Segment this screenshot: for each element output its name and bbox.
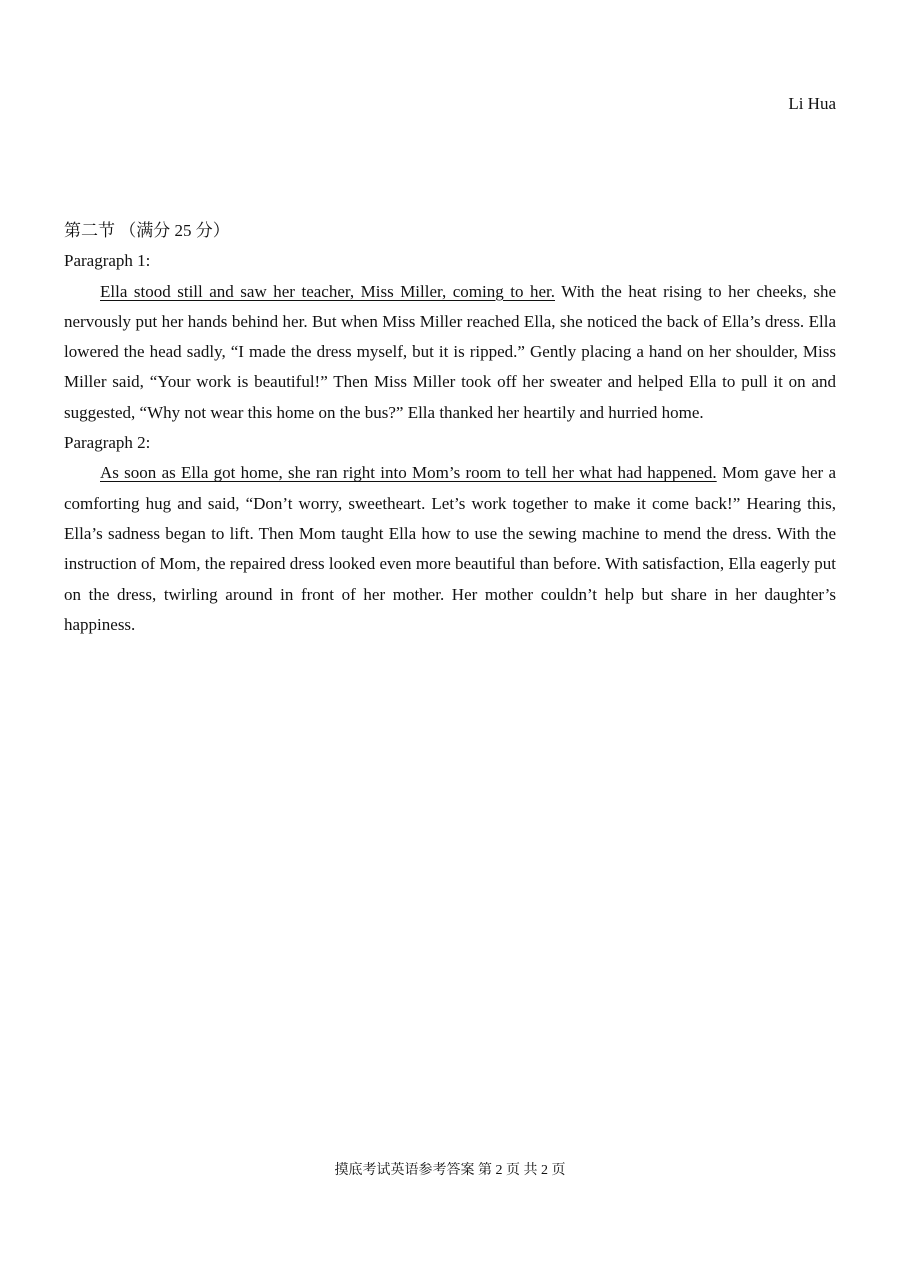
- paragraph-1-text: [64, 277, 836, 428]
- signature: Li Hua: [788, 94, 836, 113]
- section-heading: 第二节 （满分 25 分）: [64, 221, 230, 240]
- answer-content: [64, 216, 836, 640]
- paragraph-1-body: With the heat rising to her cheeks, she nervously put her hands behind her. But when Miss Miller reached Ella, she noticed the back of Ella’s dress. Ella lowered the head sadly, “I made the dress myself, but it is ripped.” Gently placing a hand on her shoulder, Miss Miller said, “Your work is beautiful!” Then Miss Miller took off her sweater and helped Ella to pull it on and suggested, “Why not wear this home on the bus?” Ella thanked her heartily and hurried home.: [64, 281, 836, 422]
- paragraph-2-body: Mom gave her a comforting hug and said, “Don’t worry, sweetheart. Let’s work together to make it come back!” Hearing this, Ella’s sadness began to lift. Then Mom taught Ella how to use the sewing machine to mend the dress. With the instruction of Mom, the repaired dress looked even more beautiful than before. With satisfaction, Ella eagerly put on the dress, twirling around in front of her mother. Her mother couldn’t help but share in her daughter’s happiness.: [64, 463, 836, 634]
- page-footer: 摸底考试英语参考答案 第 2 页 共 2 页: [334, 1163, 566, 1178]
- paragraph-2-text: [64, 458, 836, 640]
- paragraph-2-label: Paragraph 2:: [64, 433, 151, 453]
- paragraph-1-first-sentence: Ella stood still and saw her teacher, Miss Miller, coming to her.: [100, 281, 556, 301]
- paragraph-2-first-sentence: As soon as Ella got home, she ran right into Mom’s room to tell her what had happened.: [100, 463, 717, 483]
- paragraph-1-label: Paragraph 1:: [64, 251, 151, 271]
